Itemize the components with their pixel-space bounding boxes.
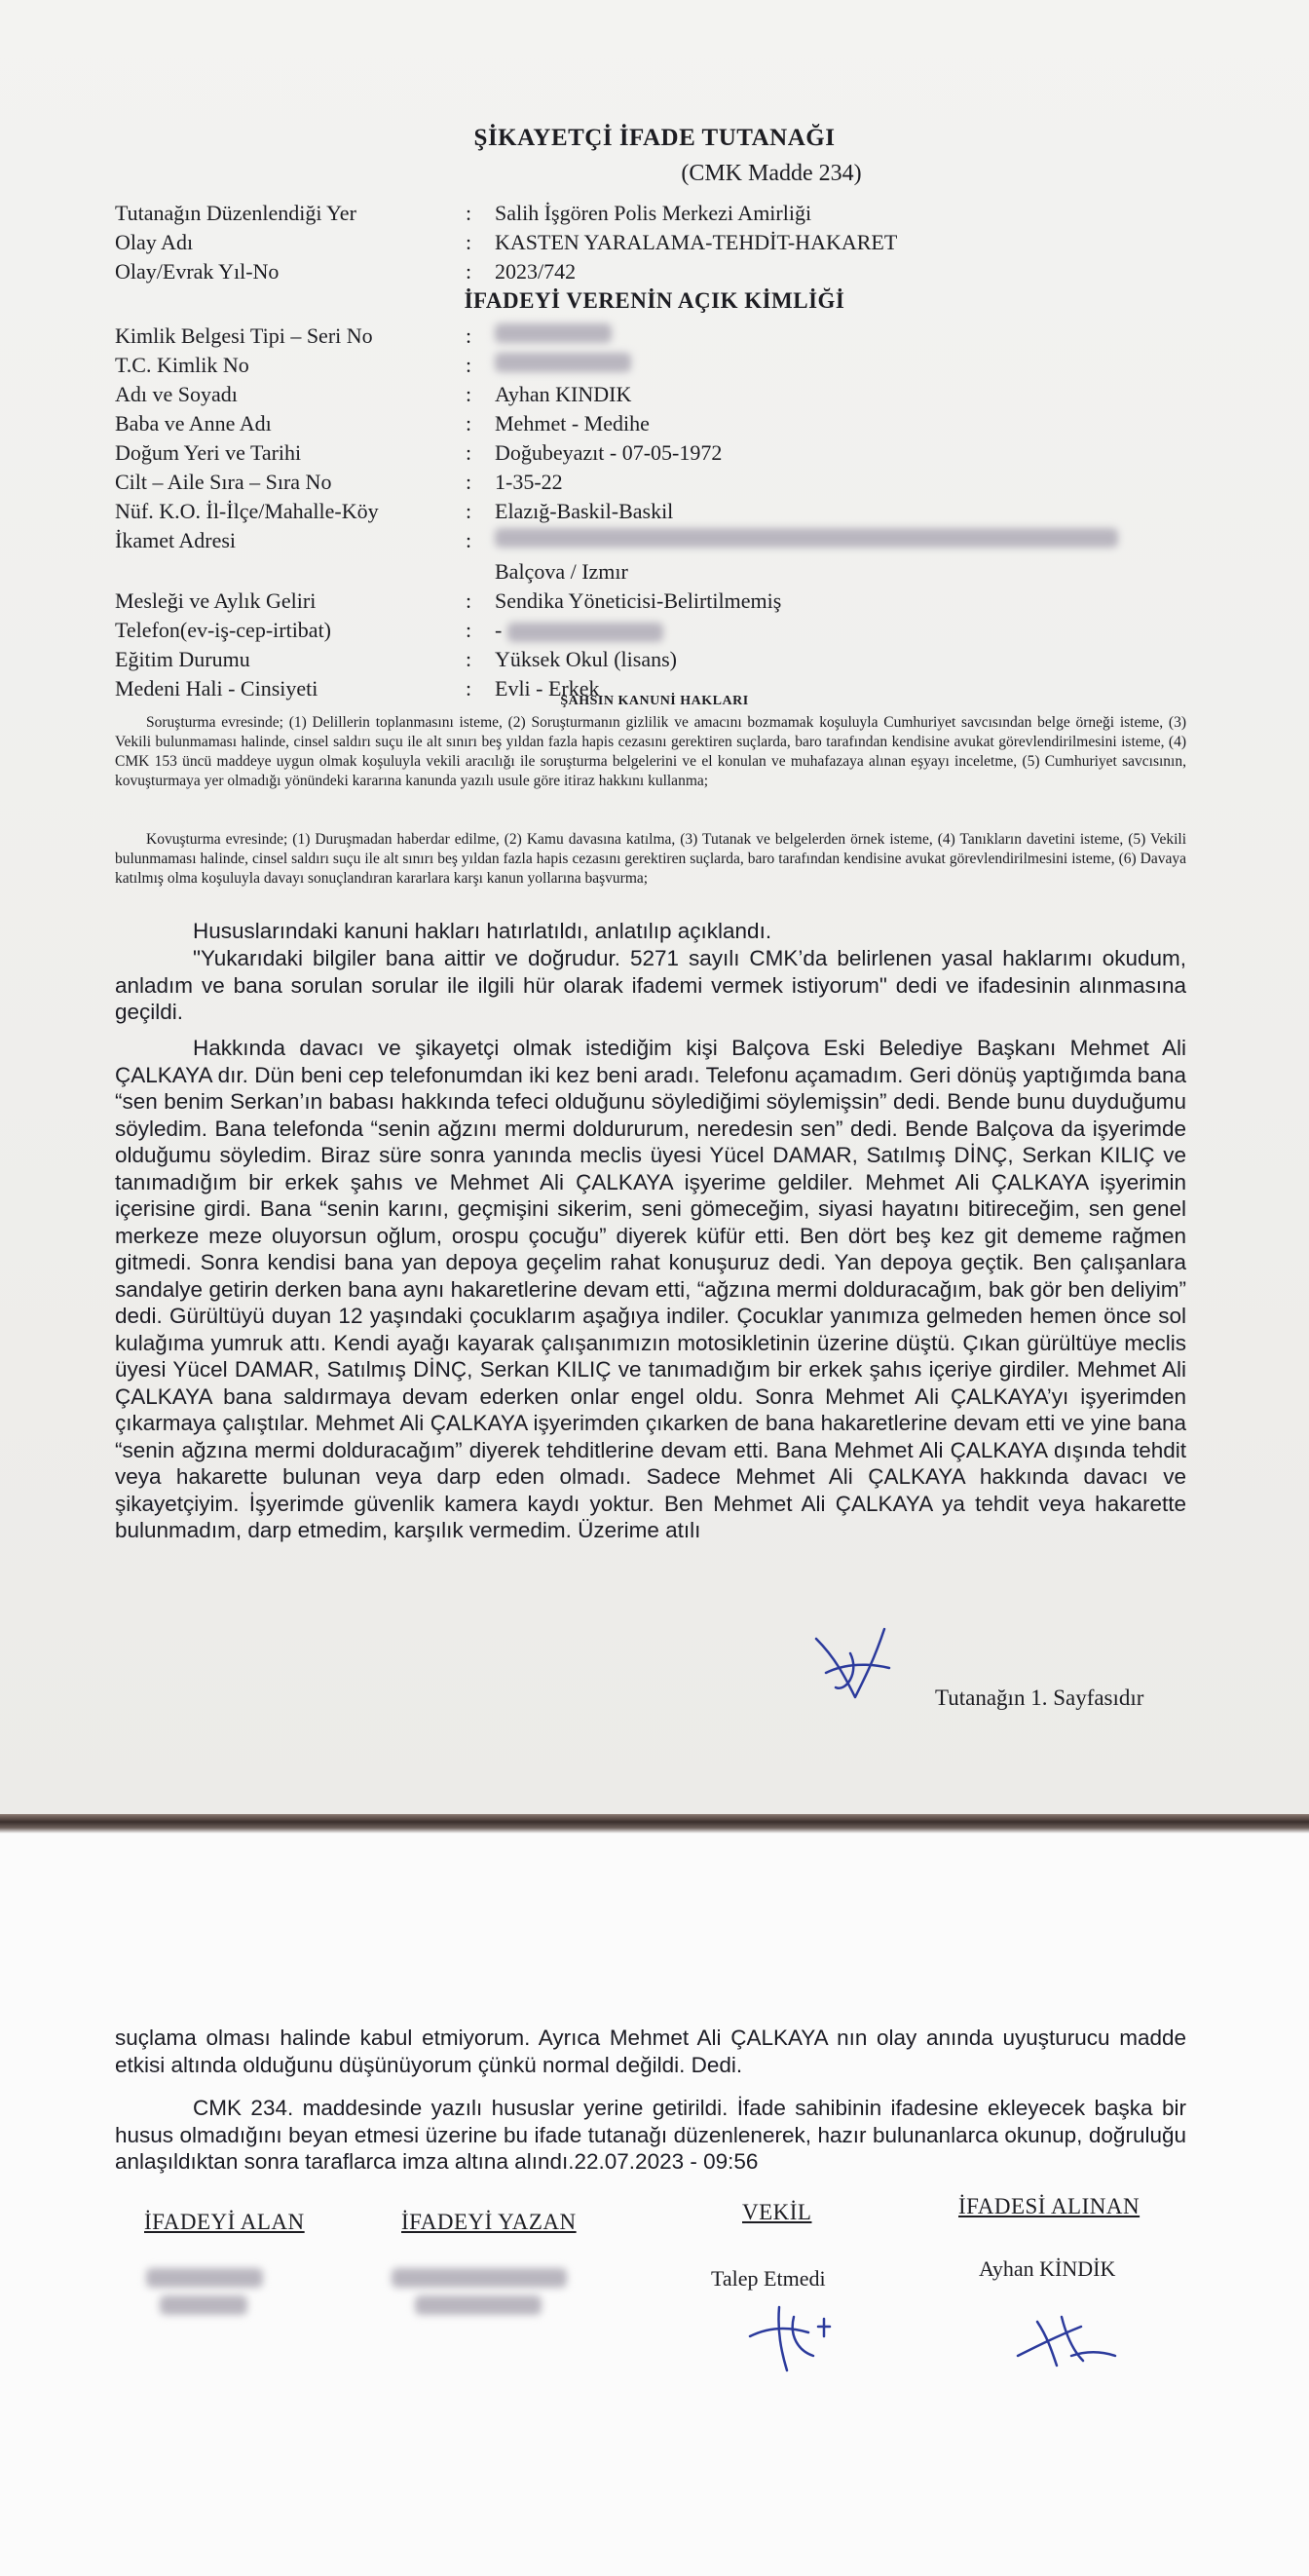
page-note: Tutanağın 1. Sayfasıdır xyxy=(935,1686,1144,1710)
field-value: Mehmet - Medihe xyxy=(495,411,650,436)
field-label: Olay/Evrak Yıl-No xyxy=(115,259,280,284)
field-value: Yüksek Okul (lisans) xyxy=(495,647,677,671)
field-label: Eğitim Durumu xyxy=(115,647,250,671)
field-label: Adı ve Soyadı xyxy=(115,382,238,406)
document-subtitle: (CMK Madde 234) xyxy=(681,161,862,186)
field-value: Balçova / Izmır xyxy=(495,559,628,584)
field-value: KASTEN YARALAMA-TEHDİT-HAKARET xyxy=(495,230,898,254)
field-value: 1-35-22 xyxy=(495,470,563,494)
signer-name: Ayhan KİNDİK xyxy=(979,2256,1116,2281)
signature-mark xyxy=(740,2297,877,2375)
redacted-value xyxy=(495,353,631,378)
signature-mark xyxy=(1013,2307,1120,2375)
field-label: Cilt – Aile Sıra – Sıra No xyxy=(115,470,332,494)
field-label: Mesleği ve Aylık Geliri xyxy=(115,588,317,613)
statement-paragraph: Hakkında davacı ve şikayetçi olmak istediğim kişi Balçova Eski Belediye Başkanı Mehmet Ali ÇALKAYA dır. Dün beni cep telefonumdan iki kez beni aradı. Telefonu açamadım. Geri dönüş yaptığımda bana “sen benim Serkan’ın babası hakkında tefeci olduğunu söylediğimi söylemişsin” dedi. Bende bunu duyduğumu söyledim. Bana telefonda “senin ağzını mermi doldururum, neredesin sen” dedi. Bende Balçova da işyerimde olduğumu söyledim. Biraz süre sonra yanında meclis üyesi Yücel DAMAR, Satılmış DİNÇ, Serkan KILIÇ ve tanımadığım bir erkek şahıs ve Mehmet Ali ÇALKAYA işyerime geldiler. Mehmet Ali ÇALKAYA işyerimin içerisine girdi. Bana “senin karını, geçmişini sikerim, seni gömeceğim, siyasi hayatını bitireceğim, sen genel merkeze meze oluyorsun oğlum, orospu çocuğu” diyerek küfür etti. Ben dört beş kez git dememe rağmen gitmedi. Sonra kendisi bana yan depoya geçelim rahat konuşuruz dedi. Yan depoya geçtik. Ben çalışanlara sandalye getirin derken bana aynı hakaretlerine devam etti, “ağzına mermi dolduracağım, bak gör ben deliyim” dedi. Gürültüyü duyan 12 yaşındaki çocuklarım aşağıya indiler. Çocuklar yanımıza gelmeden hemen önce sol kulağıma yumruk attı. Kendi ayağı kayarak çalışanımızın motosikletinin üzerine düştü. Çıkan gürültüye meclis üyesi Yücel DAMAR, Satılmış DİNÇ, Serkan KILIÇ ve tanımadığım bir erkek şahıs içeriye girdiler. Mehmet Ali ÇALKAYA bana saldırmaya devam ederken onlar engel oldu. Sonra Mehmet Ali ÇALKAYA’yı işyerimden çıkarmaya çalıştılar. Mehmet Ali ÇALKAYA işyerimden çıkarken de bana hakaretlerine devam etti ve yine bana “senin ağzına mermi dolduracağım” diyerek tehditlerine devam etti. Bana Mehmet Ali ÇALKAYA dışında tehdit veya hakarette bulunan veya darp eden olmadı. Sadece Mehmet Ali ÇALKAYA hakkında davacı ve şikayetçiyim. İşyerimde güvenlik kamera kaydı yoktur. Ben Mehmet Ali ÇALKAYA ya tehdit veya hakarette bulunmadım, darp etmedim, karşılık vermedim. Üzerime atılı xyxy=(115,1036,1186,1542)
field-value: - xyxy=(495,618,663,643)
field-label: İkamet Adresi xyxy=(115,528,237,552)
field-value: Ayhan KINDIK xyxy=(495,382,632,406)
statement-paragraph: "Yukarıdaki bilgiler bana aittir ve doğrudur. 5271 sayılı CMK’da belirlenen yasal haklarımı okudum, anladım ve bana sorulan sorular ile ilgili hür olarak ifademi vermek istiyorum" dedi ve ifadesinin alınmasına geçildi. xyxy=(115,946,1186,1024)
field-label: Olay Adı xyxy=(115,230,194,254)
rights-investigation: Soruşturma evresinde; (1) Delillerin toplanmasını isteme, (2) Soruşturmanın gizlilik ve amacını bozmamak koşuluyla Cumhuriyet savcısından belge örneği isteme, (3) Vekili bulunmaması halinde, cinsel saldırı suçu ile alt sınırı beş yıldan fazla hapis cezasını gerektiren suçlarda, baro tarafından kendisine avukat görevlendirilmesini isteme, (4) CMK 153 üncü maddeye uygun olmak koşuluyla vekili aracılığı ile soruşturma belgelerini ve el konulan ve muhafazaya alınan eşyayı inceletme, (5) Cumhuriyet savcısının, kovuşturmaya yer olmadığı yönündeki kararına kanunda yazılı usule göre itiraz hakkını kullanma; xyxy=(115,714,1186,789)
field-label: Nüf. K.O. İl-İlçe/Mahalle-Köy xyxy=(115,499,379,523)
field-label: Telefon(ev-iş-cep-irtibat) xyxy=(115,618,332,642)
vekil-note: Talep Etmedi xyxy=(711,2266,826,2291)
field-label: Kimlik Belgesi Tipi – Seri No xyxy=(115,323,373,348)
field-value: Elazığ-Baskil-Baskil xyxy=(495,499,674,523)
identity-section-title: İFADEYİ VERENİN AÇIK KİMLİĞİ xyxy=(464,288,845,313)
field-label: Baba ve Anne Adı xyxy=(115,411,272,436)
signature-heading-alan: İFADEYİ ALAN xyxy=(144,2210,305,2234)
field-label: Medeni Hali - Cinsiyeti xyxy=(115,676,318,701)
page-tear-edge xyxy=(0,1814,1309,1834)
statement-paragraph: CMK 234. maddesinde yazılı hususlar yerine getirildi. İfade sahibinin ifadesine ekleyecek başka bir husus olmadığını beyan etmesi üzerine bu ifade tutanağı düzenlenerek, hazır bulunanlarca okunup, doğruluğu anlaşıldıktan sonra taraflarca imza altına alındı.22.07.2023 - 09:56 xyxy=(115,2096,1186,2174)
redacted-signer xyxy=(392,2268,567,2315)
field-value: Doğubeyazıt - 07-05-1972 xyxy=(495,440,723,465)
field-value: Evli - Erkek xyxy=(495,676,600,701)
signature-mark xyxy=(797,1619,904,1707)
signature-heading-alinan: İFADESİ ALINAN xyxy=(958,2194,1141,2218)
field-label: Doğum Yeri ve Tarihi xyxy=(115,440,302,465)
field-label: Tutanağın Düzenlendiği Yer xyxy=(115,201,356,225)
document-title: ŞİKAYETÇİ İFADE TUTANAĞI xyxy=(473,125,836,151)
signature-heading-yazan: İFADEYİ YAZAN xyxy=(401,2210,577,2234)
rights-title: ŞAHSIN KANUNİ HAKLARI xyxy=(560,694,749,708)
statement-paragraph: suçlama olması halinde kabul etmiyorum. Ayrıca Mehmet Ali ÇALKAYA nın olay anında uyuşturucu madde etkisi altında olduğunu düşünüyorum çünkü normal değildi. Dedi. xyxy=(115,2026,1186,2077)
field-value: 2023/742 xyxy=(495,259,577,284)
redacted-value xyxy=(495,528,1118,553)
field-value: Sendika Yöneticisi-Belirtilmemiş xyxy=(495,588,782,613)
signature-heading-vekil: VEKİL xyxy=(742,2200,812,2224)
statement-paragraph: Hususlarındaki kanuni hakları hatırlatıldı, anlatılıp açıklandı. xyxy=(193,919,772,943)
rights-prosecution: Kovuşturma evresinde; (1) Duruşmadan haberdar edilme, (2) Kamu davasına katılma, (3) Tutanak ve belgelerden örnek isteme, (4) Tanıkların davetini isteme, (5) Vekili bulunmaması halinde, cinsel saldırı suçu ile alt sınırı beş yıldan fazla hapis cezasını gerektiren suçlarda, baro tarafından kendisine avukat görevlendirilmesini isteme, (6) Davaya katılmış olma koşuluyla davayı sonuçlandıran kararlara karşı kanun yollarına başvurma; xyxy=(115,831,1186,887)
redacted-signer xyxy=(146,2268,263,2315)
field-value: Salih İşgören Polis Merkezi Amirliği xyxy=(495,201,812,225)
field-label: T.C. Kimlik No xyxy=(115,353,249,377)
redacted-value xyxy=(495,323,612,349)
